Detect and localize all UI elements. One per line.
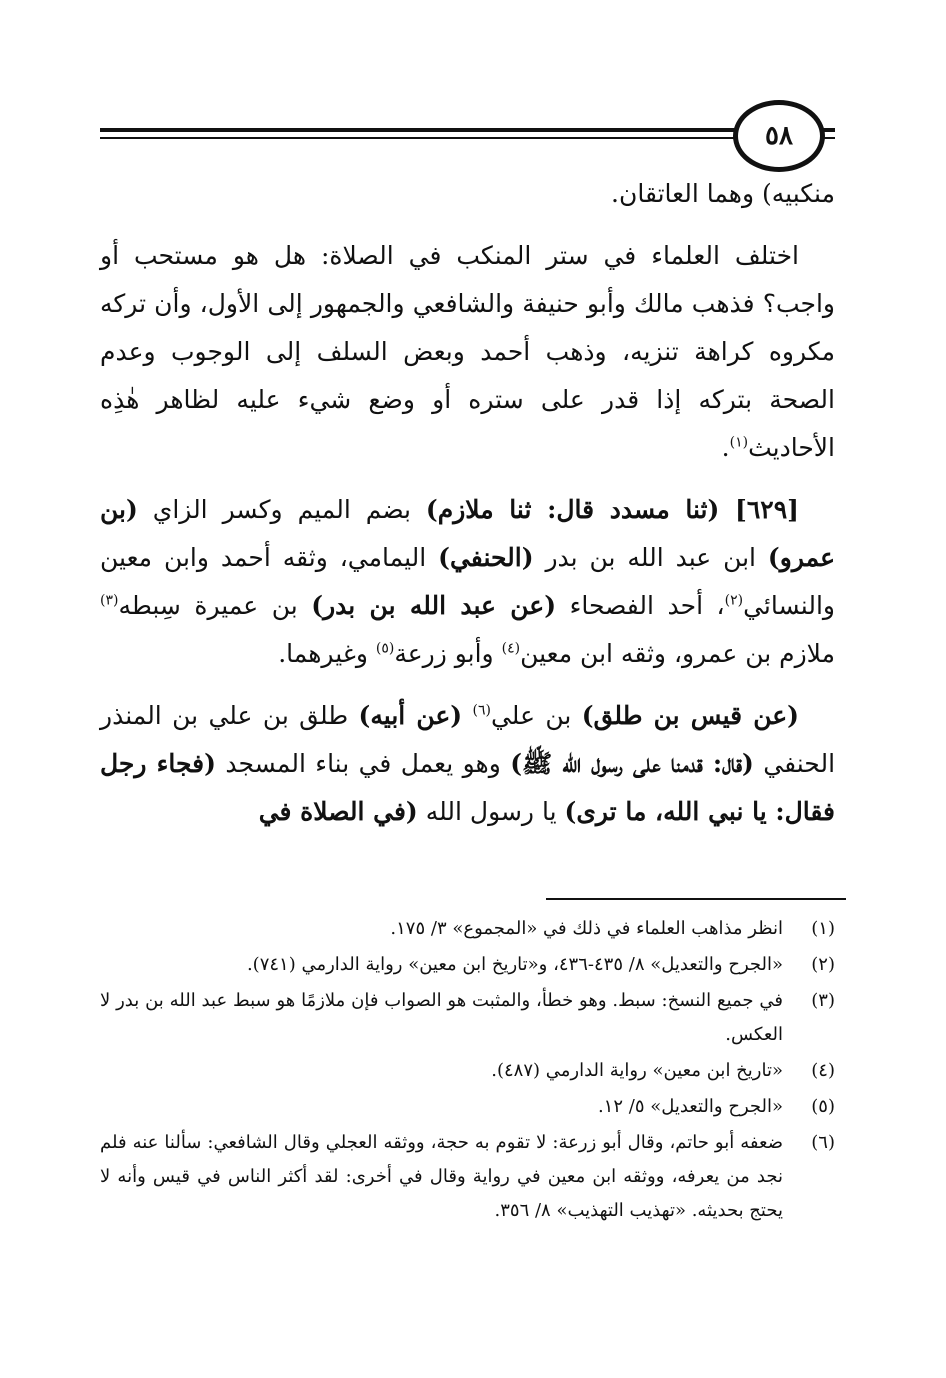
page-header	[100, 100, 835, 170]
footnote-item	[100, 948, 835, 982]
footnote-text: «الجرح والتعديل» ٨/ ٤٣٥-٤٣٦، و«تاريخ ابن معين» رواية الدارمي (٧٤١).	[246, 954, 783, 975]
paragraph-4	[100, 692, 835, 836]
footnote-number: (٤)	[811, 1060, 835, 1081]
footnote-item	[100, 912, 835, 946]
footnote-number: (٥)	[811, 1096, 835, 1117]
p3-bold-5: (الحنفي)	[438, 543, 534, 572]
paragraph-1	[100, 170, 835, 218]
paragraph-2-end: .	[721, 433, 730, 462]
footnote-item	[100, 1090, 835, 1124]
p3-bold-8: (عن عبد الله بن بدر)	[311, 591, 557, 620]
p4-bold-10: (في الصلاة في	[258, 797, 418, 826]
footnote-text: «تاريخ ابن معين» رواية الدارمي (٤٨٧).	[491, 1060, 783, 1081]
footnote-text: في جميع النسخ: سبط. وهو خطأ، والمثبت هو الصواب فإن ملازمًا هو سبط عبد الله بن بدر لا العكس.	[100, 990, 783, 1045]
p4-bold-4: (عن أبيه)	[358, 701, 463, 730]
footnote-text: «الجرح والتعديل» ٥/ ١٢.	[597, 1096, 783, 1117]
p3-text-7: ، أحد الفصحاء	[556, 591, 725, 620]
p3-text-11: وأبو زرعة	[394, 639, 502, 668]
footnote-number: (١)	[811, 918, 835, 939]
footnote-item	[100, 984, 835, 1052]
footnote-ref-6: (٦)	[472, 702, 491, 719]
footnote-ref-1: (١)	[729, 434, 749, 451]
p4-text-7: وهو يعمل في بناء المسجد	[215, 749, 511, 778]
main-text	[100, 170, 835, 850]
header-rule-thick	[100, 128, 835, 132]
p4-bold-1: (عن قيس بن طلق)	[581, 701, 799, 730]
p3-text-9: بن عميرة سِبطه	[118, 591, 312, 620]
p3-text-12: وغيرهما.	[278, 639, 376, 668]
paragraph-2-text: اختلف العلماء في ستر المنكب في الصلاة: هل هو مستحب أو واجب؟ فذهب مالك وأبو حنيفة والشافعي والجمهور إلى الأول، وأن تركه مكروه كراهة تنزيه، وذهب أحمد وبعض السلف إلى الوجوب وعدم الصحة بتركه إذا قدر على ستره أو وضع شيء عليه لظاهر هٰذِه الأحاديث	[100, 241, 835, 462]
p3-text-4: ابن عبد الله بن بدر	[533, 543, 768, 572]
p4-text-2: بن علي	[490, 701, 582, 730]
footnote-ref-3: (٣)	[100, 592, 119, 609]
paragraph-1-text: منكبيه) وهما العاتقان.	[611, 179, 835, 208]
footnote-ref-5: (٥)	[375, 640, 395, 657]
footnotes	[100, 912, 835, 1230]
p4-text-9: يا رسول الله	[417, 797, 565, 826]
footnote-number: (٢)	[811, 954, 835, 975]
page-number	[733, 100, 825, 172]
p4-space	[462, 701, 472, 730]
footnote-text: ضعفه أبو حاتم، وقال أبو زرعة: لا تقوم به حجة، ووثقه العجلي وقال الشافعي: سألنا عنه فلم نجد من يعرفه، ووثقه ابن معين في رواية وقال في أخرى: لقد أكثر الناس في قيس وأنه لا يحتج بحديثه. «تهذيب التهذيب» ٨/ ٣٥٦.	[100, 1132, 783, 1221]
p3-text-2: بضم الميم وكسر الزاي	[137, 495, 426, 524]
p4-bold-6: (قال: قدمنا على رسول الله ﷺ)	[510, 749, 754, 778]
header-rule-thin	[100, 137, 835, 139]
footnote-ref-4: (٤)	[501, 640, 521, 657]
p3-bold-3: (بن عمرو)	[100, 495, 835, 572]
p3-text-10: ملازم بن عمرو، وثقه ابن معين	[520, 639, 835, 668]
p4-bold-8: (فجاء رجل فقال: يا نبي الله، ما ترى)	[100, 749, 835, 826]
page-number-text: ٥٨	[765, 121, 793, 151]
hadith-number-isnad: [٦٢٩] (ثنا مسدد قال: ثنا ملازم)	[425, 495, 800, 524]
p3-text-6: اليمامي، وثقه أحمد وابن معين والنسائي	[100, 543, 835, 620]
footnote-number: (٦)	[811, 1132, 835, 1153]
footnote-item	[100, 1126, 835, 1228]
footnote-text: انظر مذاهب العلماء في ذلك في «المجموع» ٣/ ١٧٥.	[390, 918, 783, 939]
paragraph-2	[100, 232, 835, 472]
footnote-divider	[546, 898, 846, 900]
footnote-number: (٣)	[811, 990, 835, 1011]
paragraph-3	[100, 486, 835, 678]
p4-text-5: طلق بن علي بن المنذر الحنفي	[100, 701, 836, 778]
footnote-ref-2: (٢)	[724, 592, 744, 609]
footnote-item	[100, 1054, 835, 1088]
